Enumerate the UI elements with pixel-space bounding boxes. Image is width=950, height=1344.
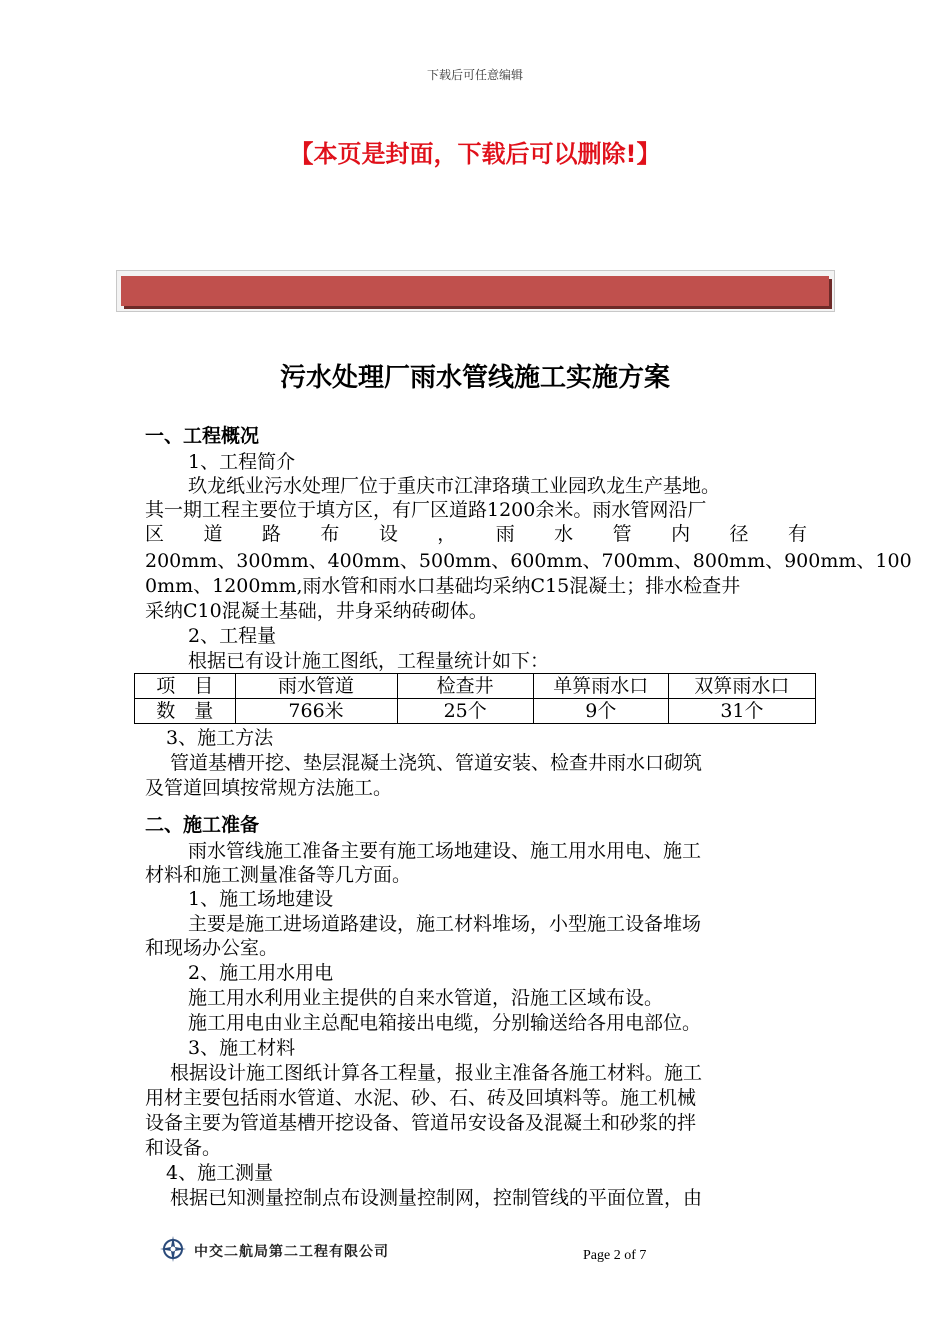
char: 有 [787, 523, 807, 545]
table-cell: 31个 [668, 699, 815, 724]
paragraph-line: 主要是施工进场道路建设，施工材料堆场，小型施工设备堆场 [188, 913, 702, 935]
cover-notice: 【本页是封面，下载后可以删除!】 [289, 140, 661, 168]
paragraph-line: 设备主要为管道基槽开挖设备、管道吊安设备及混凝土和砂浆的拌 [145, 1112, 697, 1134]
section1-sub2: 2、工程量 [188, 625, 277, 647]
paragraph-line-justified [145, 522, 807, 546]
char: 布 [320, 523, 340, 545]
table-cell: 数 量 [135, 699, 236, 724]
section1-sub3: 3、施工方法 [166, 727, 274, 749]
table-row [135, 699, 816, 724]
table-cell: 25个 [397, 699, 533, 724]
paragraph-line: 采纳C10混凝土基础，井身采纳砖砌体。 [145, 600, 488, 622]
char: 路 [261, 523, 281, 545]
char: 雨 [495, 523, 515, 545]
paragraph-line: 200mm、300mm、400mm、500mm、600mm、700mm、800mm、900mm、100 [145, 550, 912, 572]
char: 区 [145, 523, 165, 545]
paragraph-line: 根据设计施工图纸计算各工程量，报业主准备各施工材料。施工 [170, 1062, 703, 1084]
paragraph-line: 施工用电由业主总配电箱接出电缆，分别输送给各用电部位。 [188, 1012, 702, 1034]
table-cell: 项 目 [135, 674, 236, 699]
table-cell: 双箅雨水口 [668, 674, 815, 699]
section1-sub1: 1、工程简介 [188, 451, 296, 473]
table-cell: 766米 [235, 699, 397, 724]
section2-sub3: 3、施工材料 [188, 1037, 296, 1059]
paragraph-line: 0mm、1200mm,雨水管和雨水口基础均采纳C15混凝土；排水检查井 [145, 575, 741, 597]
compass-logo-icon [160, 1236, 186, 1266]
char: 道 [203, 523, 223, 545]
paragraph-line: 根据已知测量控制点布设测量控制网，控制管线的平面位置，由 [170, 1187, 703, 1209]
char: 内 [671, 523, 691, 545]
section2-sub1: 1、施工场地建设 [188, 888, 334, 910]
quantity-table [134, 673, 816, 724]
table-header-row [135, 674, 816, 699]
paragraph-line: 材料和施工测量准备等几方面。 [145, 864, 412, 886]
header-note: 下载后可任意编辑 [426, 68, 523, 82]
banner-bar [121, 276, 829, 306]
paragraph-line: 及管道回填按常规方法施工。 [145, 777, 393, 799]
paragraph-line: 和设备。 [145, 1137, 222, 1159]
table-cell: 检查井 [397, 674, 533, 699]
decorative-banner [116, 270, 835, 312]
paragraph-line: 用材主要包括雨水管道、水泥、砂、石、砖及回填料等。施工机械 [145, 1087, 697, 1109]
paragraph-line: 根据已有设计施工图纸，工程量统计如下： [188, 650, 550, 672]
paragraph-line: 玖龙纸业污水处理厂位于重庆市江津珞璜工业园玖龙生产基地。 [188, 475, 721, 497]
char: ， [437, 523, 457, 545]
paragraph-line: 和现场办公室。 [145, 937, 279, 959]
char: 管 [612, 523, 632, 545]
table-cell: 单箅雨水口 [533, 674, 668, 699]
paragraph-line: 管道基槽开挖、垫层混凝土浇筑、管道安装、检查井雨水口砌筑 [170, 752, 703, 774]
paragraph-line: 其一期工程主要位于填方区，有厂区道路1200余米。雨水管网沿厂 [145, 499, 707, 521]
char: 水 [554, 523, 574, 545]
page-number: Page 2 of 7 [583, 1248, 647, 1263]
footer-logo [160, 1236, 389, 1266]
company-name: 中交二航局第二工程有限公司 [194, 1244, 389, 1260]
document-title: 污水处理厂雨水管线施工实施方案 [279, 363, 670, 393]
section2-heading: 二、施工准备 [145, 814, 260, 836]
char: 径 [729, 523, 749, 545]
char: 设 [378, 523, 398, 545]
paragraph-line: 施工用水利用业主提供的自来水管道，沿施工区域布设。 [188, 987, 664, 1009]
section1-heading: 一、工程概况 [145, 425, 260, 447]
table-cell: 9个 [533, 699, 668, 724]
section2-sub2: 2、施工用水用电 [188, 962, 334, 984]
paragraph-line: 雨水管线施工准备主要有施工场地建设、施工用水用电、施工 [188, 840, 702, 862]
table-cell: 雨水管道 [235, 674, 397, 699]
section2-sub4: 4、施工测量 [166, 1162, 274, 1184]
